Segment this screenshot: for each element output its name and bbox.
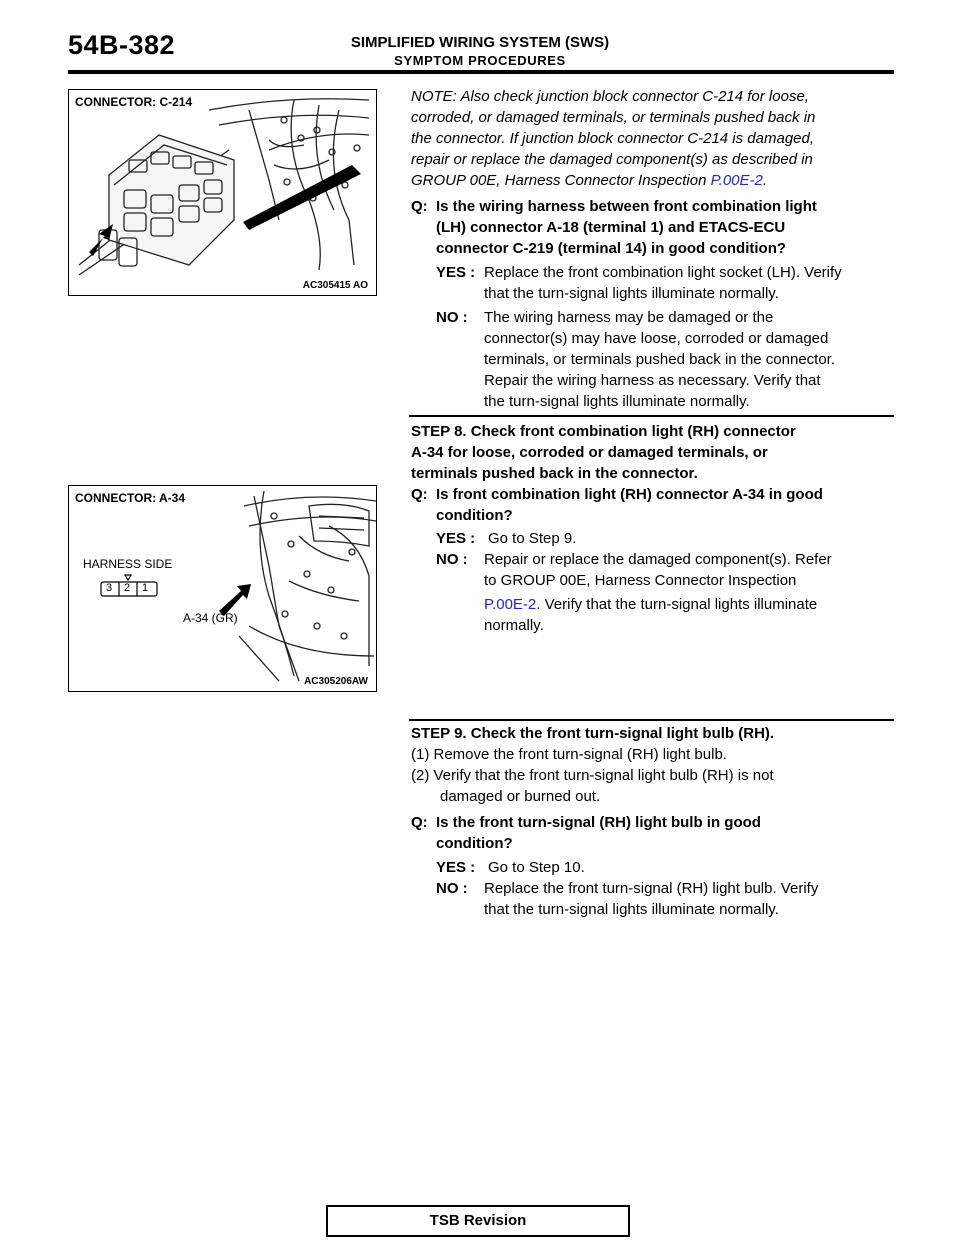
no-text: Repair or replace the damaged component(s). Refer (484, 551, 832, 568)
question-text: condition? (436, 507, 513, 524)
no-text: terminals, or terminals pushed back in the connector. (484, 351, 836, 368)
pin-number: 3 (106, 582, 113, 594)
question-label: Q: (411, 486, 428, 503)
figure-connector-a34 (68, 485, 377, 692)
no-text: the turn-signal lights illuminate normally. (484, 393, 750, 410)
link-harness-inspection[interactable]: P.00E-2 (710, 172, 763, 189)
note-end: . (762, 172, 768, 189)
figure-title: CONNECTOR: C-214 (75, 95, 193, 109)
step9-title: STEP 9. Check the front turn-signal light bulb (RH). (411, 725, 775, 742)
header-rule (68, 70, 894, 74)
yes-text: Go to Step 10. (488, 859, 585, 876)
step9-item: damaged or burned out. (440, 788, 601, 805)
tsb-revision-box (326, 1205, 630, 1237)
yes-label: YES : (436, 530, 476, 547)
step8-title: terminals pushed back in the connector. (411, 465, 698, 482)
question-text: condition? (436, 835, 513, 852)
pin-number: 1 (142, 582, 149, 594)
no-text-with-link (484, 594, 817, 615)
page-number: 54B-382 (68, 30, 176, 60)
question-text: Is front combination light (RH) connector A-34 in good (436, 486, 823, 503)
step8-title: STEP 8. Check front combination light (RH) connector (411, 423, 796, 440)
no-text: . Verify that the turn-signal lights illuminate (536, 596, 818, 613)
step9-item: (2) Verify that the front turn-signal light bulb (RH) is not (411, 767, 774, 784)
question-label: Q: (411, 198, 428, 215)
note-line: NOTE: Also check junction block connector C-214 for loose, (411, 88, 809, 105)
step8-title: A-34 for loose, corroded or damaged terminals, or (411, 444, 768, 461)
junction-block-illustration (69, 90, 376, 295)
note-line: the connector. If junction block connector C-214 is damaged, (411, 130, 815, 147)
link-harness-inspection[interactable]: P.00E-2 (484, 596, 537, 613)
yes-text: Go to Step 9. (488, 530, 577, 547)
yes-text: that the turn-signal lights illuminate normally. (484, 285, 779, 302)
note-line: repair or replace the damaged component(s) as described in (411, 151, 813, 168)
question-text: Is the front turn-signal (RH) light bulb in good (436, 814, 761, 831)
figure-title: CONNECTOR: A-34 (75, 491, 186, 505)
figure-connector-c214 (68, 89, 377, 296)
no-label: NO : (436, 880, 468, 897)
no-text: to GROUP 00E, Harness Connector Inspection (484, 572, 797, 589)
question-label: Q: (411, 814, 428, 831)
no-label: NO : (436, 309, 468, 326)
question-text: (LH) connector A-18 (terminal 1) and ETACS-ECU (436, 219, 786, 236)
section-subtitle: SYMPTOM PROCEDURES (394, 53, 566, 68)
no-text: Repair the wiring harness as necessary. Verify that (484, 372, 821, 389)
no-text: Replace the front turn-signal (RH) light bulb. Verify (484, 880, 819, 897)
pin-number: 2 (124, 582, 131, 594)
engine-bay-illustration (69, 486, 376, 691)
no-text: normally. (484, 617, 544, 634)
harness-side-label: HARNESS SIDE (83, 557, 173, 571)
question-text: connector C-219 (terminal 14) in good condition? (436, 240, 787, 257)
step9-item: (1) Remove the front turn-signal (RH) light bulb. (411, 746, 727, 763)
note-line: corroded, or damaged terminals, or terminals pushed back in (411, 109, 816, 126)
yes-label: YES : (436, 859, 476, 876)
connector-label: A-34 (GR) (183, 611, 238, 625)
no-label: NO : (436, 551, 468, 568)
no-text: The wiring harness may be damaged or the (484, 309, 774, 326)
section-title: SIMPLIFIED WIRING SYSTEM (SWS) (350, 34, 610, 51)
question-text: Is the wiring harness between front combination light (436, 198, 817, 215)
yes-text: Replace the front combination light socket (LH). Verify (484, 264, 842, 281)
note-text: GROUP 00E, Harness Connector Inspection (411, 172, 711, 189)
tsb-revision-label: TSB Revision (429, 1212, 527, 1229)
figure-code: AC305415 AO (302, 280, 368, 291)
figure-code: AC305206AW (304, 676, 368, 687)
no-text: connector(s) may have loose, corroded or damaged (484, 330, 829, 347)
yes-label: YES : (436, 264, 476, 281)
no-text: that the turn-signal lights illuminate normally. (484, 901, 779, 918)
note-line-with-link (411, 170, 767, 191)
step-divider (409, 719, 894, 721)
step-divider (409, 415, 894, 417)
